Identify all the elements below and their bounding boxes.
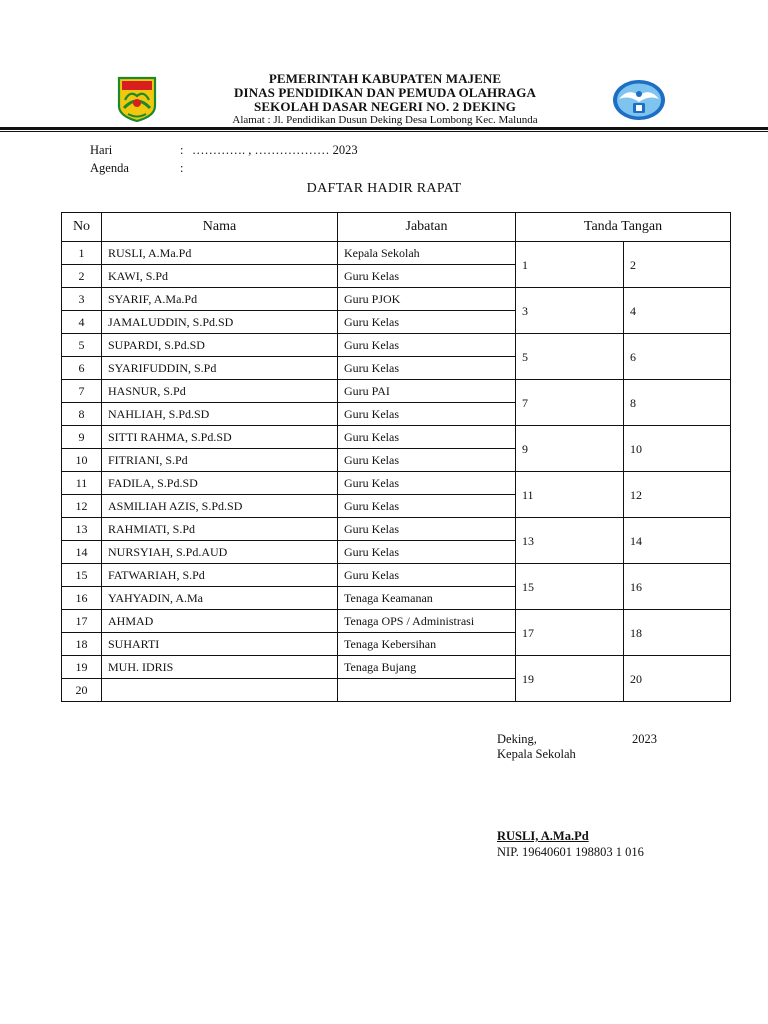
cell-no: 14 xyxy=(62,541,102,564)
cell-no: 3 xyxy=(62,288,102,311)
cell-no: 6 xyxy=(62,357,102,380)
cell-no: 1 xyxy=(62,242,102,265)
cell-nama: YAHYADIN, A.Ma xyxy=(102,587,338,610)
cell-nama: SITTI RAHMA, S.Pd.SD xyxy=(102,426,338,449)
agenda-label: Agenda xyxy=(90,161,129,175)
cell-no: 19 xyxy=(62,656,102,679)
cell-nama: SUPARDI, S.Pd.SD xyxy=(102,334,338,357)
cell-jabatan: Tenaga Bujang xyxy=(338,656,516,679)
cell-nama: MUH. IDRIS xyxy=(102,656,338,679)
cell-jabatan: Guru Kelas xyxy=(338,311,516,334)
table-row xyxy=(62,610,731,633)
signature-slot: 7 xyxy=(516,380,624,426)
header-tanda-tangan: Tanda Tangan xyxy=(516,213,731,242)
signature-slot: 6 xyxy=(624,334,731,380)
table-row xyxy=(62,334,731,357)
cell-jabatan: Guru Kelas xyxy=(338,564,516,587)
cell-no: 15 xyxy=(62,564,102,587)
cell-jabatan: Tenaga OPS / Administrasi xyxy=(338,610,516,633)
cell-jabatan: Guru Kelas xyxy=(338,472,516,495)
cell-nama: HASNUR, S.Pd xyxy=(102,380,338,403)
signature-slot: 14 xyxy=(624,518,731,564)
cell-jabatan: Guru Kelas xyxy=(338,403,516,426)
signature-slot: 4 xyxy=(624,288,731,334)
letterhead xyxy=(190,72,580,127)
signature-slot: 3 xyxy=(516,288,624,334)
cell-no: 12 xyxy=(62,495,102,518)
header-jabatan: Jabatan xyxy=(338,213,516,242)
cell-nama: FADILA, S.Pd.SD xyxy=(102,472,338,495)
cell-no: 5 xyxy=(62,334,102,357)
cell-nama: AHMAD xyxy=(102,610,338,633)
cell-no: 10 xyxy=(62,449,102,472)
table-row xyxy=(62,380,731,403)
signature-slot: 12 xyxy=(624,472,731,518)
cell-no: 8 xyxy=(62,403,102,426)
cell-jabatan: Kepala Sekolah xyxy=(338,242,516,265)
cell-no: 20 xyxy=(62,679,102,702)
cell-nama xyxy=(102,679,338,702)
tut-wuri-handayani-icon xyxy=(611,78,667,122)
cell-nama: SYARIFUDDIN, S.Pd xyxy=(102,357,338,380)
cell-nama: RAHMIATI, S.Pd xyxy=(102,518,338,541)
table-row xyxy=(62,564,731,587)
header-nama: Nama xyxy=(102,213,338,242)
cell-jabatan: Guru Kelas xyxy=(338,265,516,288)
signature-nip: NIP. 19640601 198803 1 016 xyxy=(497,845,644,859)
signature-name: RUSLI, A.Ma.Pd xyxy=(497,829,589,843)
document-title: DAFTAR HADIR RAPAT xyxy=(306,181,462,196)
hari-colon: : xyxy=(180,143,184,157)
cell-jabatan: Guru Kelas xyxy=(338,357,516,380)
table-row xyxy=(62,656,731,679)
cell-no: 11 xyxy=(62,472,102,495)
cell-jabatan xyxy=(338,679,516,702)
table-row xyxy=(62,426,731,449)
hari-label: Hari xyxy=(90,143,113,157)
cell-no: 4 xyxy=(62,311,102,334)
cell-nama: FATWARIAH, S.Pd xyxy=(102,564,338,587)
signature-slot: 5 xyxy=(516,334,624,380)
cell-nama: RUSLI, A.Ma.Pd xyxy=(102,242,338,265)
cell-nama: ASMILIAH AZIS, S.Pd.SD xyxy=(102,495,338,518)
agenda-colon: : xyxy=(180,161,184,175)
cell-no: 17 xyxy=(62,610,102,633)
table-body xyxy=(62,242,731,702)
cell-nama: SYARIF, A.Ma.Pd xyxy=(102,288,338,311)
table-row xyxy=(62,288,731,311)
table-header-row xyxy=(62,213,731,242)
signature-slot: 15 xyxy=(516,564,624,610)
cell-jabatan: Guru Kelas xyxy=(338,426,516,449)
cell-nama: SUHARTI xyxy=(102,633,338,656)
hari-value: …………. , ……………… 2023 xyxy=(192,143,358,157)
header-no: No xyxy=(62,213,102,242)
cell-jabatan: Guru Kelas xyxy=(338,518,516,541)
signature-role: Kepala Sekolah xyxy=(497,747,576,761)
letterhead-line-3: SEKOLAH DASAR NEGERI NO. 2 DEKING xyxy=(254,99,516,114)
cell-nama: NAHLIAH, S.Pd.SD xyxy=(102,403,338,426)
cell-no: 13 xyxy=(62,518,102,541)
signature-year: 2023 xyxy=(632,732,657,746)
cell-jabatan: Guru PJOK xyxy=(338,288,516,311)
letterhead-line-2: DINAS PENDIDIKAN DAN PEMUDA OLAHRAGA xyxy=(234,85,536,100)
signature-slot: 9 xyxy=(516,426,624,472)
signature-slot: 16 xyxy=(624,564,731,610)
letterhead-rule-thin xyxy=(0,131,768,132)
cell-no: 2 xyxy=(62,265,102,288)
cell-jabatan: Guru Kelas xyxy=(338,541,516,564)
cell-nama: NURSYIAH, S.Pd.AUD xyxy=(102,541,338,564)
letterhead-line-1: PEMERINTAH KABUPATEN MAJENE xyxy=(268,71,502,86)
cell-nama: JAMALUDDIN, S.Pd.SD xyxy=(102,311,338,334)
signature-slot: 13 xyxy=(516,518,624,564)
signature-slot: 11 xyxy=(516,472,624,518)
cell-jabatan: Guru PAI xyxy=(338,380,516,403)
cell-jabatan: Guru Kelas xyxy=(338,334,516,357)
cell-no: 9 xyxy=(62,426,102,449)
letterhead-rule-thick xyxy=(0,127,768,130)
signature-slot: 1 xyxy=(516,242,624,288)
table-row xyxy=(62,242,731,265)
cell-jabatan: Tenaga Kebersihan xyxy=(338,633,516,656)
cell-jabatan: Guru Kelas xyxy=(338,495,516,518)
majene-regency-emblem-icon xyxy=(116,76,158,122)
attendance-table xyxy=(61,212,731,702)
signature-slot: 2 xyxy=(624,242,731,288)
cell-jabatan: Tenaga Keamanan xyxy=(338,587,516,610)
cell-nama: FITRIANI, S.Pd xyxy=(102,449,338,472)
cell-nama: KAWI, S.Pd xyxy=(102,265,338,288)
signature-slot: 19 xyxy=(516,656,624,702)
signature-slot: 17 xyxy=(516,610,624,656)
signature-slot: 10 xyxy=(624,426,731,472)
cell-jabatan: Guru Kelas xyxy=(338,449,516,472)
cell-no: 18 xyxy=(62,633,102,656)
letterhead-address: Alamat : Jl. Pendidikan Dusun Deking Desa Lombong Kec. Malunda xyxy=(232,114,538,126)
signature-slot: 20 xyxy=(624,656,731,702)
table-row xyxy=(62,472,731,495)
cell-no: 7 xyxy=(62,380,102,403)
signature-slot: 18 xyxy=(624,610,731,656)
table-row xyxy=(62,518,731,541)
cell-no: 16 xyxy=(62,587,102,610)
signature-place: Deking, xyxy=(497,732,537,746)
signature-slot: 8 xyxy=(624,380,731,426)
